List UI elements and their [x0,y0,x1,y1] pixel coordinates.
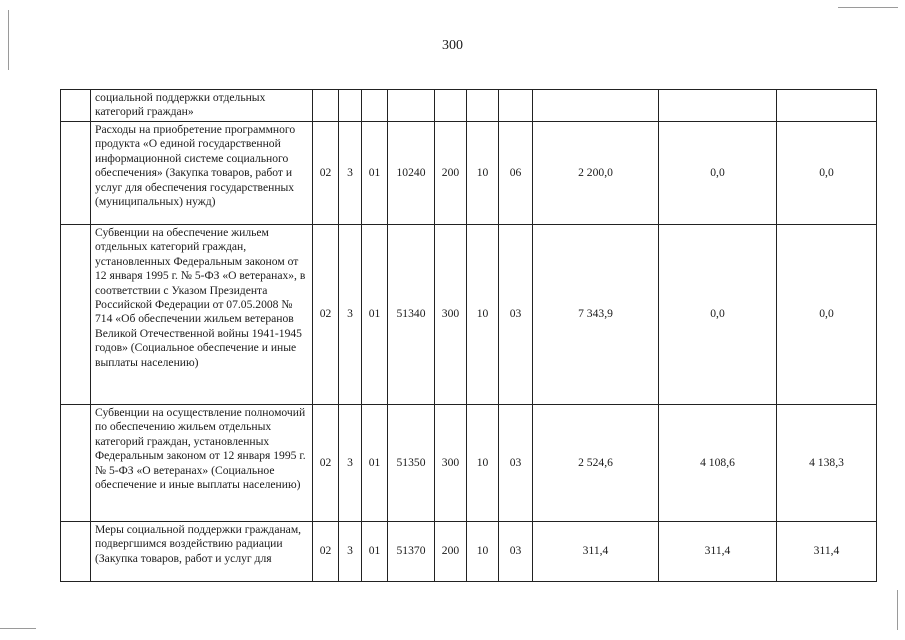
amount-year-3: 0,0 [777,122,877,225]
code-section: 10 [467,122,499,225]
code-program: 02 [313,225,339,405]
scan-edge-line-left [8,10,9,70]
amount-year-2: 0,0 [659,225,777,405]
code-direction: 51340 [388,225,435,405]
code-direction: 51350 [388,405,435,522]
code-activity: 01 [362,225,388,405]
code-expense-type: 200 [435,522,467,582]
amount-year-3: 4 138,3 [777,405,877,522]
code-activity: 01 [362,522,388,582]
code-subprogram [339,90,362,122]
amount-year-3: 311,4 [777,522,877,582]
code-activity: 01 [362,122,388,225]
code-activity: 01 [362,405,388,522]
code-section [467,90,499,122]
code-expense-type: 200 [435,122,467,225]
indent-cell [61,90,91,122]
amount-year-1: 311,4 [533,522,659,582]
amount-year-1: 2 524,6 [533,405,659,522]
code-expense-type: 300 [435,405,467,522]
scan-edge-line-top-right [838,7,898,8]
amount-year-1 [533,90,659,122]
expense-name: Меры социальной поддержки гражданам, подвергшимся воздействию радиации (Закупка товаров, работ и услуг для [91,522,313,582]
code-program: 02 [313,122,339,225]
amount-year-1: 7 343,9 [533,225,659,405]
indent-cell [61,522,91,582]
code-subsection: 06 [499,122,533,225]
code-subprogram: 3 [339,225,362,405]
expense-name: социальной поддержки отдельных категорий граждан» [91,90,313,122]
amount-year-2: 0,0 [659,122,777,225]
code-subsection: 03 [499,522,533,582]
code-direction: 51370 [388,522,435,582]
code-program: 02 [313,522,339,582]
code-subsection: 03 [499,405,533,522]
budget-table [60,89,877,582]
code-section: 10 [467,405,499,522]
table-row [61,405,877,522]
amount-year-2: 311,4 [659,522,777,582]
expense-name: Субвенции на осуществление полномочий по обеспечению жильем отдельных категорий граждан, установленных Федеральным законом от 12 января 1995 г. № 5-ФЗ «О ветеранах» (Социальное обеспечение и иные выплаты населению) [91,405,313,522]
code-subprogram: 3 [339,405,362,522]
expense-name: Расходы на приобретение программного продукта «О единой государственной информационной системе социального обеспечения» (Закупка товаров, работ и услуг для обеспечения государственных (муниципальных) нужд) [91,122,313,225]
table-row [61,225,877,405]
indent-cell [61,122,91,225]
amount-year-3 [777,90,877,122]
code-section: 10 [467,522,499,582]
code-direction: 10240 [388,122,435,225]
indent-cell [61,405,91,522]
page-number: 300 [442,38,463,53]
code-subprogram: 3 [339,122,362,225]
code-direction [388,90,435,122]
amount-year-2 [659,90,777,122]
code-program [313,90,339,122]
indent-cell [61,225,91,405]
code-section: 10 [467,225,499,405]
table-row [61,122,877,225]
amount-year-3: 0,0 [777,225,877,405]
code-expense-type [435,90,467,122]
scan-edge-line-bottom-left [0,628,36,629]
code-subprogram: 3 [339,522,362,582]
amount-year-2: 4 108,6 [659,405,777,522]
code-expense-type: 300 [435,225,467,405]
code-program: 02 [313,405,339,522]
code-subsection: 03 [499,225,533,405]
budget-table-container [60,89,877,582]
expense-name: Субвенции на обеспечение жильем отдельных категорий граждан, установленных Федеральным законом от 12 января 1995 г. № 5-ФЗ «О ветеранах», в соответствии с Указом Президента Российской Федерации от 07.05.2008 № 714 «Об обеспечении жильем ветеранов Великой Отечественной войны 1941-1945 годов» (Социальное обеспечение и иные выплаты населению) [91,225,313,405]
amount-year-1: 2 200,0 [533,122,659,225]
table-row [61,522,877,582]
table-row [61,90,877,122]
code-subsection [499,90,533,122]
scan-edge-line-right [897,590,898,630]
code-activity [362,90,388,122]
